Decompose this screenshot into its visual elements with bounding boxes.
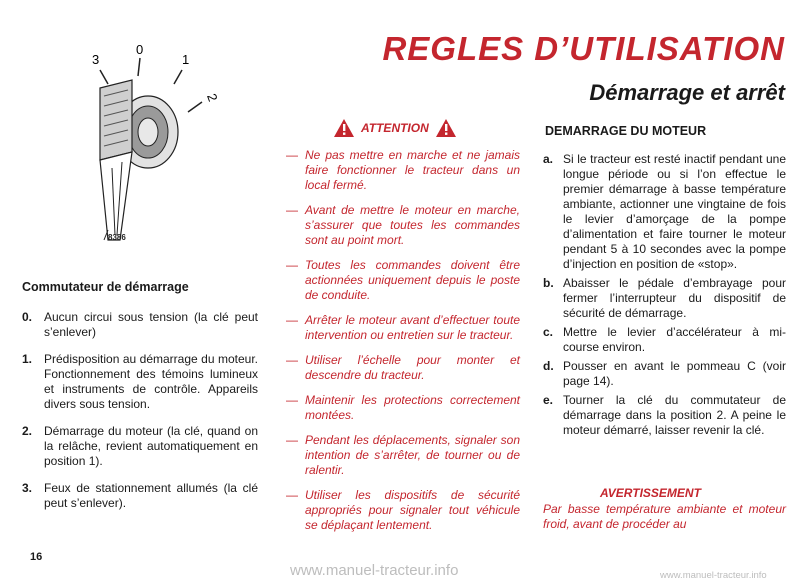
item-text: Maintenir les protections correctement montées. <box>305 393 520 422</box>
item-text: Toutes les commandes doivent être actionnées uniquement depuis le poste de conduite. <box>305 258 520 302</box>
attention-header <box>333 118 473 138</box>
step-text: Mettre le levier d’accélérateur à mi-course environ. <box>563 325 786 354</box>
step-letter: b. <box>543 276 554 290</box>
list-item <box>283 488 520 533</box>
illustration-code: 8386 <box>108 233 126 242</box>
dash: — <box>286 148 298 162</box>
item-text: Utiliser l’échelle pour monter et descendre du tracteur. <box>305 353 520 382</box>
ignition-switch-diagram <box>60 40 250 250</box>
engine-start-heading: DEMARRAGE DU MOTEUR <box>545 124 707 138</box>
item-text: Utiliser les dispositifs de sécurité appropriés pour signaler tout véhicule se déplaçant lentement. <box>305 488 520 532</box>
dash: — <box>286 313 298 327</box>
item-text: Feux de stationnement allumés (la clé peut s’enlever). <box>44 481 258 510</box>
step-letter: e. <box>543 393 554 407</box>
watermark-small: www.manuel-tracteur.info <box>660 570 767 581</box>
safety-rules-list <box>283 148 520 543</box>
dash: — <box>286 353 298 367</box>
page-number: 16 <box>30 551 43 563</box>
list-item <box>543 393 786 438</box>
step-letter: c. <box>543 325 554 339</box>
item-number: 1. <box>22 352 33 366</box>
step-letter: a. <box>543 152 554 166</box>
list-item <box>283 433 520 478</box>
step-text: Abaisser le pédale d’embrayage pour fermer l’interrupteur du dispositif de sécurité de démarrage. <box>563 276 786 320</box>
list-item <box>543 325 786 355</box>
dash: — <box>286 393 298 407</box>
step-text: Tourner la clé du commutateur de démarrage dans la position 2. A peine le moteur démarré, laisser revenir la clé. <box>563 393 786 437</box>
switch-positions-list <box>22 310 258 523</box>
warning-triangle-icon <box>435 118 457 138</box>
warning-triangle-icon <box>333 118 355 138</box>
list-item <box>543 152 786 272</box>
list-item <box>283 353 520 383</box>
list-item <box>283 393 520 423</box>
item-number: 0. <box>22 310 33 324</box>
list-item <box>283 203 520 248</box>
position-label-1: 1 <box>182 52 190 67</box>
section-subtitle: Démarrage et arrêt <box>589 80 785 105</box>
list-item <box>22 310 258 340</box>
watermark: www.manuel-tracteur.info <box>290 562 459 579</box>
item-number: 3. <box>22 481 33 495</box>
list-item <box>543 276 786 321</box>
dash: — <box>286 203 298 217</box>
step-text: Pousser en avant le pommeau C (voir page 14). <box>563 359 786 388</box>
start-steps-list <box>543 152 786 442</box>
warning-text: Par basse température ambiante et moteur froid, avant de procéder au <box>543 502 786 531</box>
step-text: Si le tracteur est resté inactif pendant une longue période ou si l’on effectue le premier démarrage à basse température ambiante, actionner une vingtaine de fois le levier d’amorçage de la pompe d’alimentation et faire tourner le moteur pendant 5 à 10 secondes avec la pompe d’injection en position de «stop». <box>563 152 786 271</box>
dash: — <box>286 258 298 272</box>
list-item <box>22 352 258 412</box>
list-item <box>22 481 258 511</box>
item-text: Avant de mettre le moteur en marche, s’assurer que toutes les commandes sont au point mort. <box>305 203 520 247</box>
item-text: Démarrage du moteur (la clé, quand on la relâche, revient automatiquement en position 1). <box>44 424 258 468</box>
item-text: Arrêter le moteur avant d’effectuer toute intervention ou entretien sur le tracteur. <box>305 313 520 342</box>
warning-title: AVERTISSEMENT <box>600 486 701 500</box>
list-item <box>543 359 786 389</box>
switch-heading: Commutateur de démarrage <box>22 280 189 294</box>
dash: — <box>286 488 298 502</box>
item-text: Pendant les déplacements, signaler son intention de s’arrêter, de tourner ou de ralentir. <box>305 433 520 477</box>
position-label-3: 3 <box>92 52 100 67</box>
position-label-2: 2 <box>204 91 221 104</box>
list-item <box>22 424 258 469</box>
page-title: REGLES D’UTILISATION <box>382 30 785 67</box>
item-number: 2. <box>22 424 33 438</box>
attention-label: ATTENTION <box>361 121 429 135</box>
item-text: Aucun circui sous tension (la clé peut s’enlever) <box>44 310 258 339</box>
list-item <box>283 258 520 303</box>
list-item <box>283 148 520 193</box>
position-label-0: 0 <box>136 42 144 57</box>
step-letter: d. <box>543 359 554 373</box>
item-text: Prédisposition au démarrage du moteur. Fonctionnement des témoins lumineux et instruments de contrôle. Appareils divers sous tension. <box>44 352 258 411</box>
list-item <box>283 313 520 343</box>
dash: — <box>286 433 298 447</box>
item-text: Ne pas mettre en marche et ne jamais faire fonctionner le tracteur dans un local fermé. <box>305 148 520 192</box>
